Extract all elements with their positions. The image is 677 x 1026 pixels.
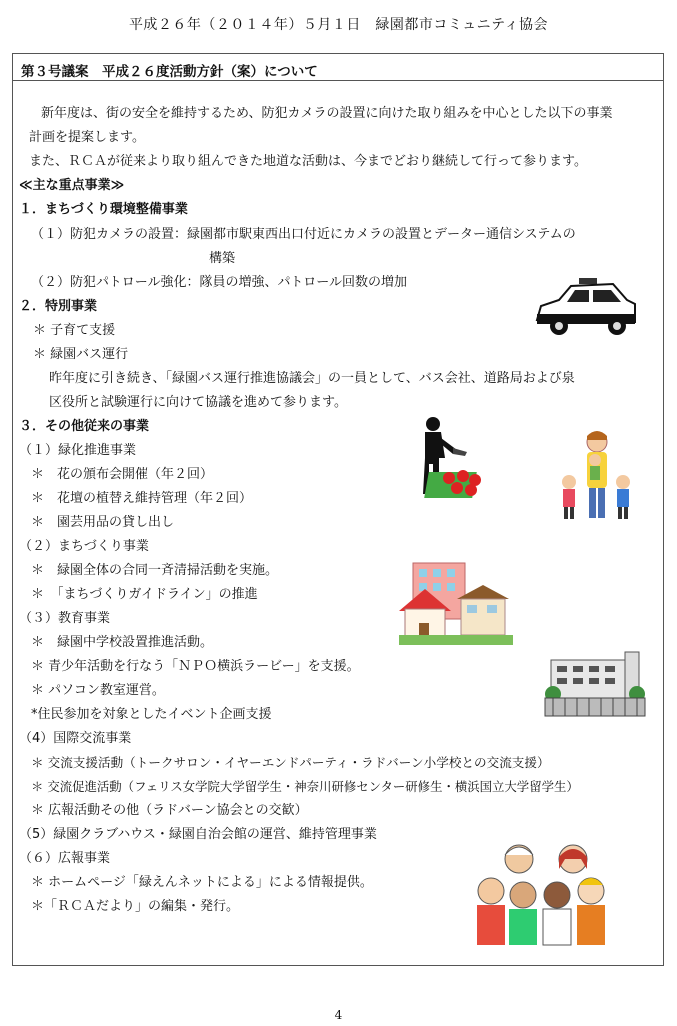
sec3-sub1-item: ＊ 花の頒布会開催（年２回）: [31, 467, 214, 482]
sec3-heading: ３．その他従来の事業: [19, 419, 150, 434]
family-illustration: [557, 428, 637, 528]
sec3-sub1-item: ＊ 花壇の植替え維持管理（年２回）: [31, 491, 253, 506]
main-heading: ≪主な重点事業≫: [19, 178, 125, 193]
sec2-heading: ２．特別事業: [19, 299, 98, 314]
sec3-sub3-item: ＊ パソコン教室運営。: [31, 683, 165, 698]
sec1-heading: １．まちづくり環境整備事業: [19, 202, 188, 217]
intro-line-1: 新年度は、街の安全を維持するため、防犯カメラの設置に向けた取り組みを中心とした以下の事業: [41, 106, 613, 121]
international-people-illustration: [469, 839, 619, 951]
sec3-sub3-heading: （３）教育事業: [19, 611, 111, 626]
sec3-sub3-item: ＊ 緑園中学校設置推進活動。: [31, 635, 214, 650]
sec3-sub2-heading: （２）まちづくり事業: [19, 539, 149, 554]
sec2-item2: ＊ 緑園バス運行: [33, 347, 129, 362]
page-header: 平成２６年（２０１４年）５月１日 緑園都市コミュニティ協会: [128, 17, 549, 33]
sec3-sub1-heading: （１）緑化推進事業: [19, 443, 137, 458]
sec2-item2-desc1: 昨年度に引き続き、「緑園バス運行推進協議会」の一員として、バス会社、道路局および泉: [49, 371, 575, 386]
document-title: 第３号議案 平成２６度活動方針（案）について: [21, 64, 318, 80]
sec3-sub4-item: ＊ 広報活動その他（ラドバーン協会との交歓）: [31, 803, 308, 818]
page-number: 4: [334, 1008, 343, 1022]
sec3-sub2-item: ＊ 「まちづくりガイドライン」の推進: [31, 587, 258, 602]
school-illustration: [543, 650, 647, 720]
sec3-sub2-item: ＊ 緑園全体の合同一斉清掃活動を実施。: [31, 563, 279, 578]
sec3-sub6-item: ＊ ホームページ「緑えんネットによる」による情報提供。: [31, 875, 373, 890]
sec1-item2: （２）防犯パトロール強化：隊員の増強、パトロール回数の増加: [31, 275, 407, 290]
sec1-item1-cont: 構築: [209, 251, 236, 266]
sec2-item2-desc2: 区役所と試験運行に向けて協議を進めて参ります。: [49, 395, 347, 410]
sec3-sub5-heading: （5）緑園クラブハウス・緑園自治会館の運営、維持管理事業: [19, 827, 377, 842]
sec3-sub6-heading: （６）広報事業: [19, 851, 111, 866]
title-row: [13, 54, 663, 81]
sec2-item1: ＊ 子育て支援: [33, 323, 116, 338]
sec1-item1: （１）防犯カメラの設置：緑園都市駅東西出口付近にカメラの設置とデーター通信システムの: [31, 227, 576, 242]
sec3-sub1-item: ＊ 園芸用品の貸し出し: [31, 515, 175, 530]
intro-line-3: また、ＲＣＡが従来より取り組んできた地道な活動は、今までどおり継続して行って参ります。: [29, 154, 587, 169]
sec3-sub6-item: ＊「ＲＣＡだより」の編集・発行。: [31, 899, 240, 914]
sec3-sub3-item: *住民参加を対象としたイベント企画支援: [31, 707, 272, 722]
police-car-illustration: [531, 274, 641, 344]
houses-illustration: [399, 559, 513, 649]
intro-line-2: 計画を提案します。: [29, 130, 145, 145]
sec3-sub4-heading: （4）国際交流事業: [19, 731, 132, 746]
content-box: [12, 53, 664, 966]
sec3-sub4-item: ＊ 交流促進活動（フェリス女学院大学留学生・神奈川研修センター研修生・横浜国立大学留学生）: [31, 779, 579, 794]
sec3-sub4-item: ＊ 交流支援活動（トークサロン・イヤーエンドパーティ・ラドバーン小学校との交流支援）: [31, 755, 550, 770]
sec3-sub3-item: ＊ 青少年活動を行なう「ＮＰＯ横浜ラービー」を支援。: [31, 659, 360, 674]
gardener-illustration: [413, 414, 493, 504]
